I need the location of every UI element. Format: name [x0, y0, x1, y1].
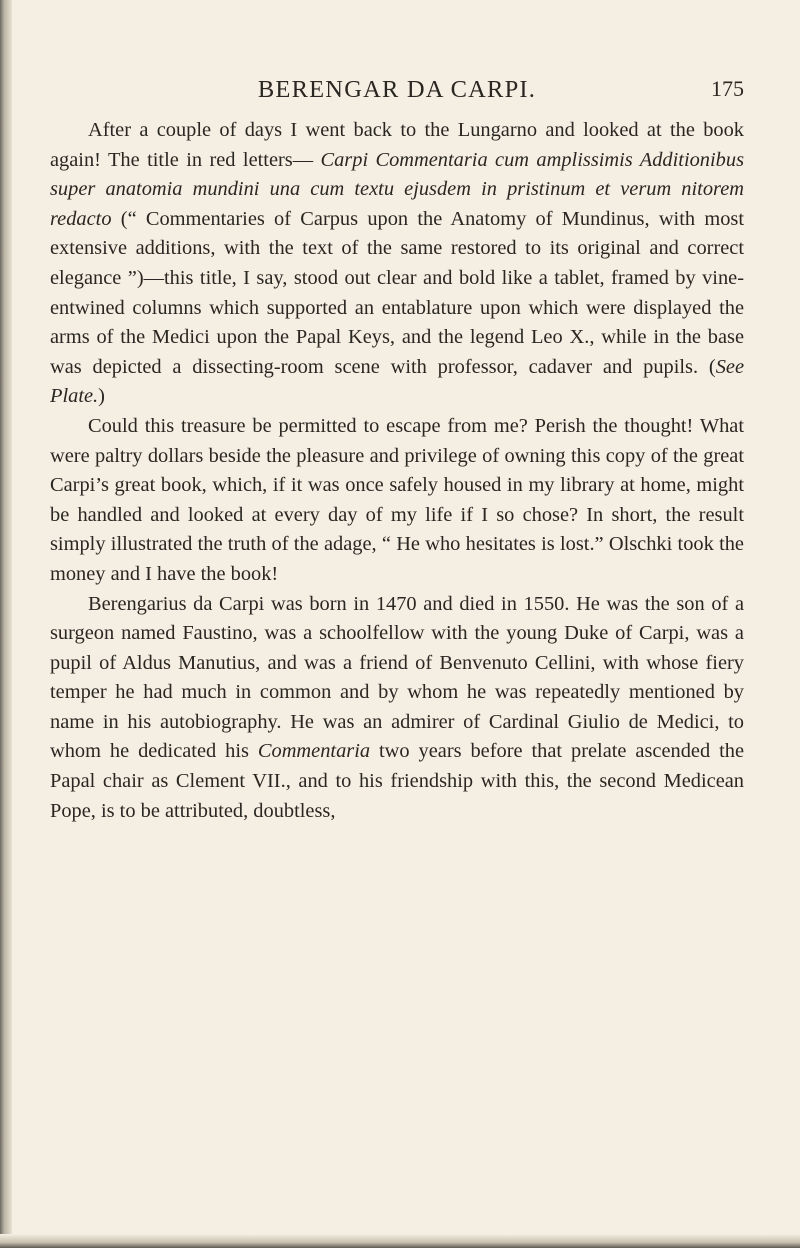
paragraph-1	[50, 116, 744, 412]
text-run: (“ Commentaries of Carpus upon the Anatomy of Mundinus, with most extensive additions, with the text of the same restored to its original and correct elegance ”)—this title, I say, stood out clear and bold like a tablet, framed by vine-entwined columns which supported an entablature upon which were displayed the arms of the Medici upon the Papal Keys, and the legend Leo X., while in the base was depicted a dissecting-room scene with professor, cadaver and pupils. (	[50, 207, 744, 378]
running-head	[50, 76, 744, 116]
text-run: two years before that prelate ascended the Papal chair as Clement VII., and to his friendship with this, the second Medicean Pope, is to be attributed, doubtless,	[50, 740, 744, 822]
text-run: Berengarius da Carpi was born in 1470 and died in 1550. He was the son of a surgeon named Faustino, was a schoolfellow with the young Duke of Carpi, was a pupil of Aldus Manutius, and was a friend of Benvenuto Cellini, with whose fiery temper he had much in common and by whom he was repeatedly mentioned by name in his autobiography. He was an admirer of Cardinal Giulio de Medici, to whom he dedicated his	[50, 592, 744, 763]
italic-text-run: See Plate.	[50, 355, 744, 408]
page-bottom-edge	[0, 1234, 800, 1248]
text-run: After a couple of days I went back to the Lungarno and looked at the book again! The title in red letters—	[50, 119, 744, 171]
book-page	[50, 76, 744, 826]
italic-text-run: Commentaria	[257, 740, 371, 763]
running-head-title: BERENGAR DA CARPI.	[257, 76, 537, 103]
text-run: )	[98, 385, 105, 408]
paragraph-2	[50, 412, 744, 590]
body-text	[50, 116, 744, 826]
paragraph-3	[50, 590, 744, 827]
text-run: Could this treasure be permitted to escape from me? Perish the thought! What were paltry dollars beside the pleasure and privilege of owning this copy of the great Carpi’s great book, which, if it was once safely housed in my library at home, might be handled and looked at every day of my life if I so chose? In short, the result simply illustrated the truth of the adage, “ He who hesitates is lost.” Olschki took the money and I have the book!	[50, 414, 744, 585]
page-gutter-shadow	[0, 0, 12, 1248]
page-number: 175	[711, 76, 744, 101]
italic-text-run: Carpi Commentaria cum amplissimis Additionibus super anatomia mundini una cum textu ejusdem in pristinum et verum nitorem redacto	[50, 148, 744, 230]
